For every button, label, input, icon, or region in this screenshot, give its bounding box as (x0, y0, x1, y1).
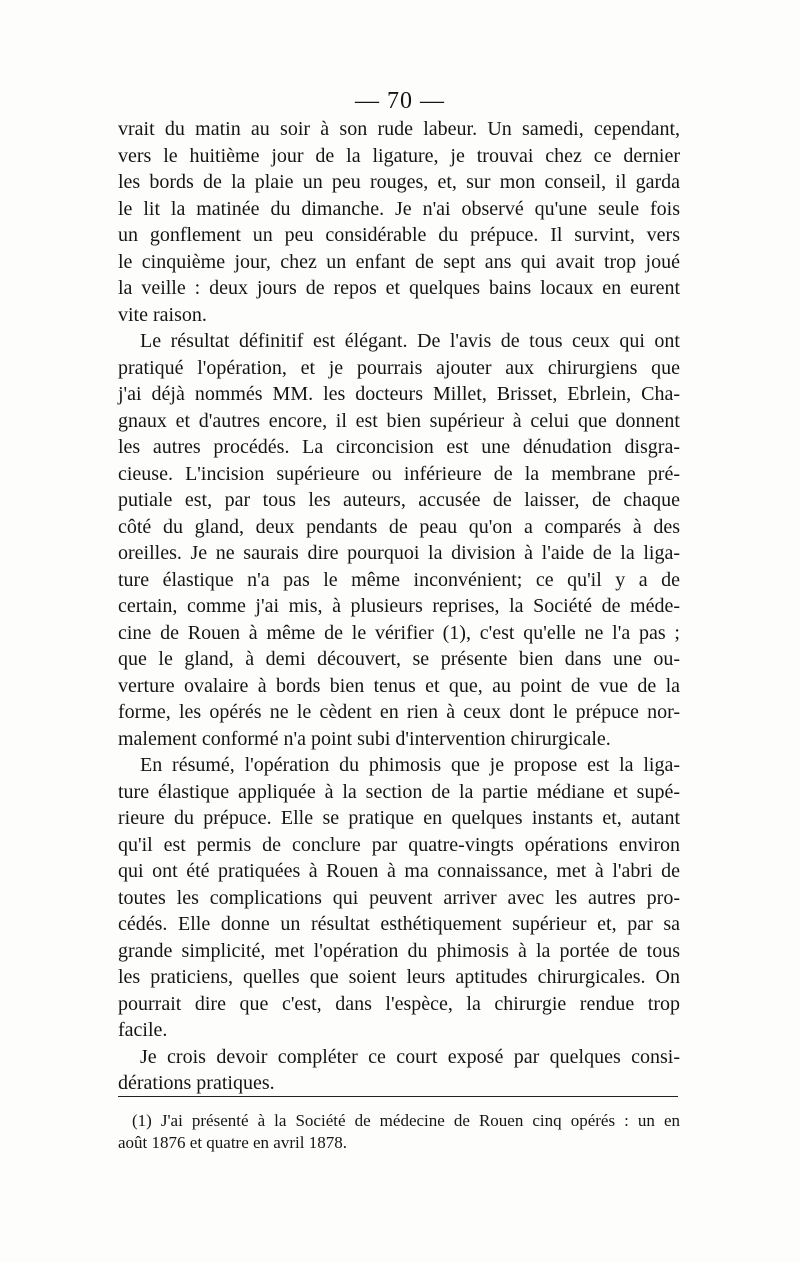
footnote-line: août 1876 et quatre en avril 1878. (118, 1133, 347, 1152)
paragraph-3 (118, 752, 680, 1044)
text-line: rieure du prépuce. Elle se pratique en quelques instants et, autant (118, 807, 680, 829)
text-line: toutes les complications qui peuvent arriver avec les autres pro- (118, 886, 680, 909)
text-line: Je crois devoir compléter ce court exposé par quelques consi- (140, 1045, 680, 1068)
paragraph-2 (118, 328, 680, 752)
text-line: malement conformé n'a point subi d'intervention chirurgicale. (118, 727, 611, 750)
text-line: facile. (118, 1019, 168, 1041)
text-line: côté du gland, deux pendants de peau qu'on a comparés à des (118, 515, 680, 538)
text-line: Le résultat définitif est élégant. De l'avis de tous ceux qui ont (140, 330, 680, 352)
text-line: forme, les opérés ne le cèdent en rien à ceux dont le prépuce nor- (118, 701, 680, 723)
paragraph-4 (118, 1044, 680, 1097)
text-line: cine de Rouen à même de le vérifier (1), c'est qu'elle ne l'a pas ; (118, 621, 680, 644)
text-line: un gonflement un peu considérable du prépuce. Il survint, vers (118, 224, 680, 246)
footnote-separator (118, 1096, 678, 1097)
text-line: certain, comme j'ai mis, à plusieurs reprises, la Société de méde- (118, 595, 680, 617)
text-line: les bords de la plaie un peu rouges, et, sur mon conseil, il garda (118, 171, 680, 193)
text-line: ture élastique appliquée à la section de la partie médiane et supé- (118, 780, 680, 803)
text-line: que le gland, à demi découvert, se présente bien dans une ou- (118, 648, 680, 670)
text-line: vrait du matin au soir à son rude labeur. Un samedi, cependant, (118, 118, 680, 140)
text-line: vers le huitième jour de la ligature, je trouvai chez ce dernier (118, 144, 680, 167)
body-text (118, 116, 680, 1097)
page-number: — 70 — (355, 88, 445, 114)
text-line: j'ai déjà nommés MM. les docteurs Millet, Brisset, Ebrlein, Cha- (118, 383, 680, 405)
text-line: ture élastique n'a pas le même inconvénient; ce qu'il y a de (118, 568, 680, 591)
text-line: les praticiens, quelles que soient leurs aptitudes chirurgicales. On (118, 966, 680, 988)
text-line: le cinquième jour, chez un enfant de sept ans qui avait trop joué (118, 250, 680, 273)
footnote-line: (1) J'ai présenté à la Société de médecine de Rouen cinq opérés : un en (132, 1111, 680, 1130)
text-line: putiale est, par tous les auteurs, accusée de laisser, de chaque (118, 489, 680, 511)
text-line: cédés. Elle donne un résultat esthétiquement supérieur et, par sa (118, 913, 680, 935)
text-line: qui ont été pratiquées à Rouen à ma connaissance, met à l'abri de (118, 860, 680, 882)
text-line: la veille : deux jours de repos et quelques bains locaux en eurent (118, 277, 680, 299)
text-line: qu'il est permis de conclure par quatre-vingts opérations environ (118, 833, 680, 856)
text-line: En résumé, l'opération du phimosis que je propose est la liga- (140, 754, 680, 776)
footnote (118, 1110, 680, 1154)
text-line: pratiqué l'opération, et je pourrais ajouter aux chirurgiens que (118, 356, 680, 379)
text-line: vite raison. (118, 303, 207, 326)
text-line: le lit la matinée du dimanche. Je n'ai observé qu'une seule fois (118, 197, 680, 220)
text-line: les autres procédés. La circoncision est une dénudation disgra- (118, 436, 680, 458)
text-line: oreilles. Je ne saurais dire pourquoi la division à l'aide de la liga- (118, 542, 680, 564)
text-line: pourrait dire que c'est, dans l'espèce, la chirurgie rendue trop (118, 992, 680, 1015)
text-line: dérations pratiques. (118, 1072, 275, 1094)
paragraph-1 (118, 116, 680, 328)
text-line: grande simplicité, met l'opération du phimosis à la portée de tous (118, 939, 680, 962)
text-line: cieuse. L'incision supérieure ou inférieure de la membrane pré- (118, 462, 680, 485)
text-line: gnaux et d'autres encore, il est bien supérieur à celui que donnent (118, 409, 680, 432)
text-line: verture ovalaire à bords bien tenus et que, au point de vue de la (118, 674, 680, 697)
